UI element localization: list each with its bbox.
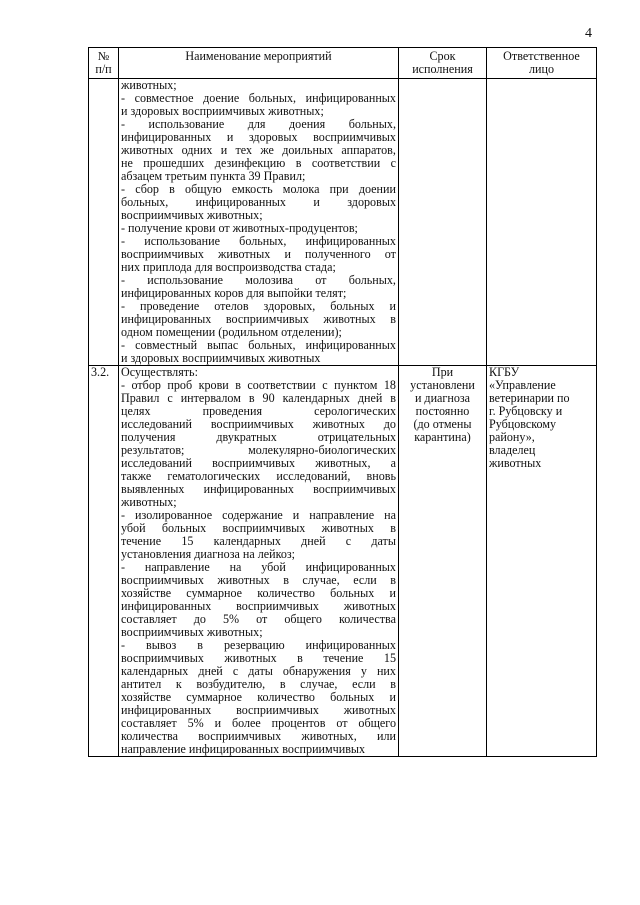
- page-number: 4: [585, 26, 592, 41]
- text-line: постоянно: [415, 404, 470, 418]
- text-line: исследований восприимчивых животных до: [121, 417, 396, 431]
- text-line: - изолированное содержание и направление на: [121, 508, 396, 522]
- text-line: и здоровых восприимчивых животных;: [121, 104, 324, 118]
- text-line: не прошедших дезинфекцию в соответствии с: [121, 156, 396, 170]
- text-line: течение 15 календарных дней с даты: [121, 534, 396, 548]
- text-line: животных;: [121, 495, 177, 509]
- text-line: календарных дней с даты обнаружения у них: [121, 664, 396, 678]
- text-line: - вывоз в резервацию инфицированных: [121, 638, 396, 652]
- text-line: - получение крови от животных-продуцентов;: [121, 221, 358, 235]
- text-line: инфицированных восприимчивых животных: [121, 703, 396, 717]
- cell-measures: [119, 366, 399, 757]
- text-line: результатов; молекулярно-биологических: [121, 443, 396, 457]
- text-line: восприимчивых животных;: [121, 625, 263, 639]
- header-number: № п/п: [89, 48, 119, 79]
- text-line: - проведение отелов здоровых, больных и: [121, 299, 396, 313]
- text-line: Рубцовскому: [489, 417, 557, 431]
- text-line: восприимчивых животных в случае, если в: [121, 573, 396, 587]
- text-line: абзацем третьим пункта 39 Правил;: [121, 169, 306, 183]
- measures-table: [88, 47, 597, 757]
- text-line: г. Рубцовску и: [489, 404, 563, 418]
- text-line: - отбор проб крови в соответствии с пунктом 18: [121, 378, 396, 392]
- text-line: количества восприимчивых животных, или: [121, 729, 396, 743]
- text-line: ветеринарии по: [489, 391, 570, 405]
- text-line: восприимчивых животных и полученного от: [121, 247, 396, 261]
- text-line: составляет 5% и более процентов от общего: [121, 716, 396, 730]
- text-line: - использование для доения больных,: [121, 117, 396, 131]
- text-line: - использование молозива от больных,: [121, 273, 396, 287]
- text-line: хозяйстве суммарное количество больных и: [121, 690, 396, 704]
- text-line: направление инфицированных восприимчивых: [121, 742, 366, 756]
- cell-number-empty: [89, 79, 119, 366]
- text-line: убой больных восприимчивых животных в: [121, 521, 396, 535]
- text-line: животных одних и тех же доильных аппаратов,: [121, 143, 396, 157]
- text-line: владелец: [489, 443, 536, 457]
- text-line: инфицированных восприимчивых животных в: [121, 312, 396, 326]
- text-line: - использование больных, инфицированных: [121, 234, 396, 248]
- text-line: инфицированных и здоровых восприимчивых: [121, 130, 396, 144]
- header-term: Срок исполнения: [399, 48, 487, 79]
- text-line: исследований восприимчивых животных, а: [121, 456, 396, 470]
- cell-responsible: [487, 366, 597, 757]
- text-line: - сбор в общую емкость молока при доении: [121, 182, 396, 196]
- text-line: хозяйстве суммарное количество больных и: [121, 586, 396, 600]
- text-line: установлени: [410, 378, 475, 392]
- text-line: животных;: [121, 78, 177, 92]
- text-line: При: [431, 365, 454, 379]
- text-line: - совместное доение больных, инфицированных: [121, 91, 396, 105]
- text-line: восприимчивых животных;: [121, 208, 263, 222]
- text-line: «Управление: [489, 378, 556, 392]
- text-line: животных: [489, 456, 542, 470]
- text-line: и здоровых восприимчивых животных: [121, 351, 321, 365]
- text-line: составляет до 5% от общего количества: [121, 612, 396, 626]
- text-line: Правил с интервалом в 90 календарных дней в: [121, 391, 396, 405]
- text-line: - совместный выпас больных, инфицированных: [121, 338, 396, 352]
- table-row-3-2: [89, 366, 597, 757]
- header-measures: Наименование мероприятий: [119, 48, 399, 79]
- cell-responsible-empty: [487, 79, 597, 366]
- text-line: и диагноза: [414, 391, 471, 405]
- text-line: инфицированных коров для выпойки телят;: [121, 286, 347, 300]
- table-header-row: [89, 48, 597, 79]
- text-line: карантина): [414, 430, 471, 444]
- text-line: установления диагноза на лейкоз;: [121, 547, 296, 561]
- text-line: одном помещении (родильном отделении);: [121, 325, 342, 339]
- cell-measures-continued: [119, 79, 399, 366]
- text-line: выявленных инфицированных восприимчивых: [121, 482, 396, 496]
- text-line: больных, инфицированных и здоровых: [121, 195, 396, 209]
- text-line: целях проведения серологических: [121, 404, 396, 418]
- cell-number: 3.2.: [89, 366, 119, 757]
- text-line: восприимчивых животных в течение 15: [121, 651, 396, 665]
- text-line: (до отмены: [413, 417, 472, 431]
- header-responsible: Ответственное лицо: [487, 48, 597, 79]
- text-line: инфицированных восприимчивых животных: [121, 599, 396, 613]
- cell-term: [399, 366, 487, 757]
- text-line: них приплода для воспроизводства стада;: [121, 260, 336, 274]
- text-line: КГБУ: [489, 365, 520, 379]
- text-line: антител к возбудителю, в случае, если в: [121, 677, 396, 691]
- text-line: получения двукратных отрицательных: [121, 430, 396, 444]
- text-line: - направление на убой инфицированных: [121, 560, 396, 574]
- table-row-continued: [89, 79, 597, 366]
- text-line: также гематологических исследований, вновь: [121, 469, 396, 483]
- text-line: району»,: [489, 430, 535, 444]
- cell-term-empty: [399, 79, 487, 366]
- text-line: Осуществлять:: [121, 365, 198, 379]
